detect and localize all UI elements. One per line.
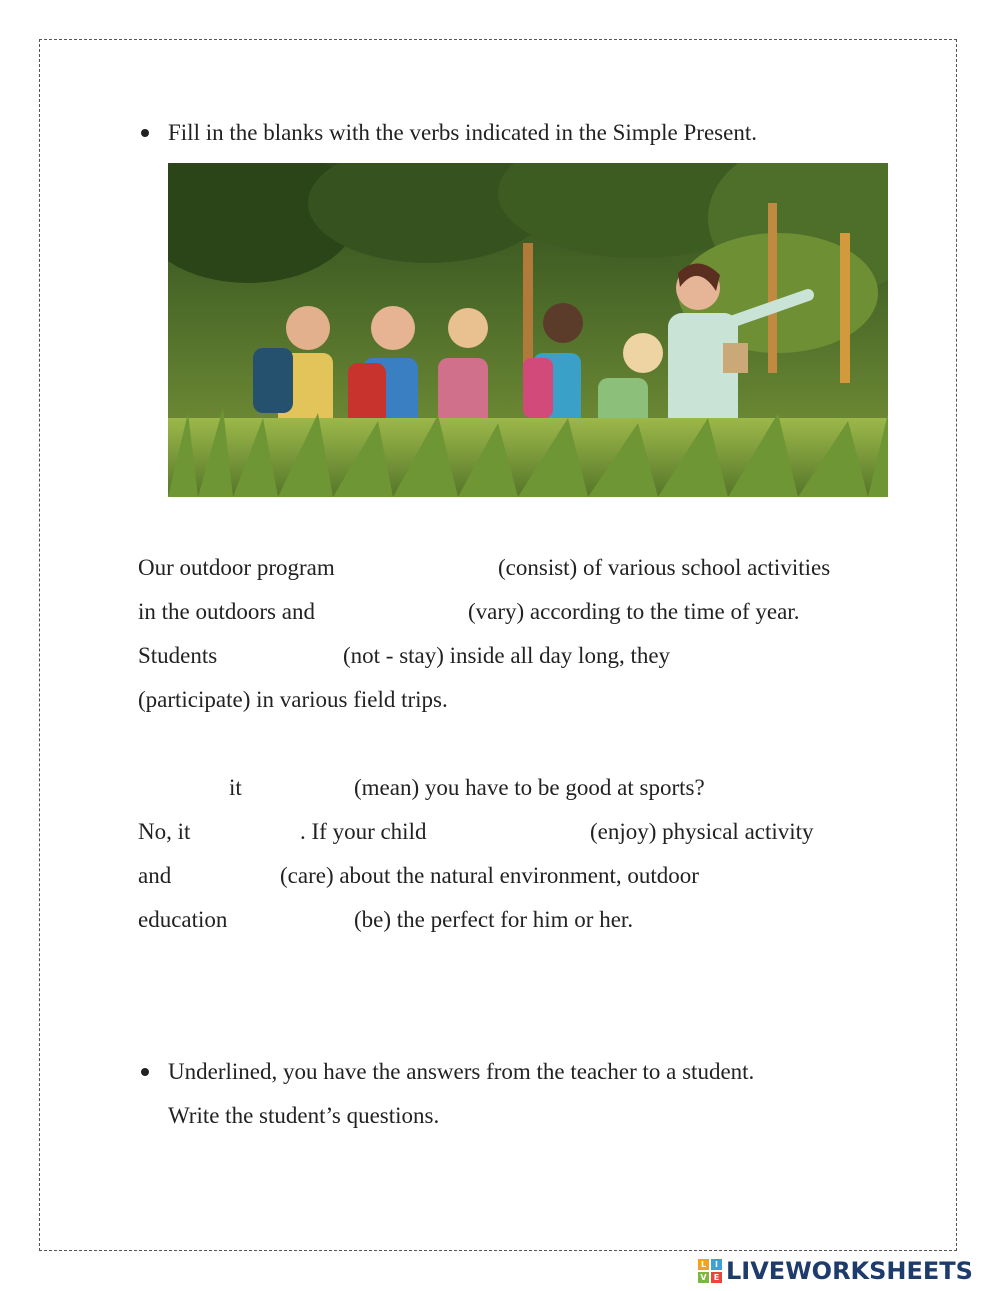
para1-line1-end: (consist) of various school activities [498,555,831,580]
para1-line1-start: Our outdoor program [138,555,335,580]
para2-line4-end: (be) the perfect for him or her. [354,907,634,932]
blank-consist[interactable] [365,553,497,585]
bullet [141,1068,149,1076]
para2-line2-mid: . If your child [300,819,427,844]
para1-line3-start: Students [138,643,218,668]
photo-illustration [168,163,888,497]
blank-doesnt[interactable] [200,817,300,849]
para2-line3-end: (care) about the natural environment, outdoor [280,863,699,888]
logo-mark-letter: L [698,1259,709,1270]
para1-line2-end: (vary) according to the time of year. [468,599,800,624]
task2-instruction-line2: Write the student’s questions. [168,1103,440,1128]
para2-line1-end: (mean) you have to be good at sports? [354,775,705,800]
logo-mark-letter: E [711,1272,722,1283]
blank-care[interactable] [180,861,280,893]
bullet [141,129,149,137]
blank-be[interactable] [242,905,354,937]
para1-line2-start: in the outdoors and [138,599,315,624]
blank-mean[interactable] [250,773,354,805]
para1-line4: (participate) in various field trips. [138,687,448,712]
blank-vary[interactable] [342,597,468,629]
task1-instruction: Fill in the blanks with the verbs indicated in the Simple Present. [168,120,757,145]
task2-instruction-line1: Underlined, you have the answers from the teacher to a student. [168,1059,755,1084]
liveworksheets-logo [698,1258,973,1284]
field-trip-photo [168,163,888,497]
blank-does[interactable] [138,773,230,805]
logo-mark-icon [698,1259,722,1283]
para2-line3-start: and [138,863,172,888]
blank-participate[interactable] [698,641,852,673]
blank-enjoy[interactable] [444,817,590,849]
para2-line2-end: (enjoy) physical activity [590,819,814,844]
para1-line3-end: (not - stay) inside all day long, they [343,643,671,668]
para2-line4-start: education [138,907,228,932]
para2-line1-it: it [229,775,242,800]
logo-mark-letter: I [711,1259,722,1270]
para2-line2-start: No, it [138,819,191,844]
blank-not-stay[interactable] [230,641,344,673]
brand-name: LIVEWORKSHEETS [726,1257,973,1285]
logo-mark-letter: V [698,1272,709,1283]
